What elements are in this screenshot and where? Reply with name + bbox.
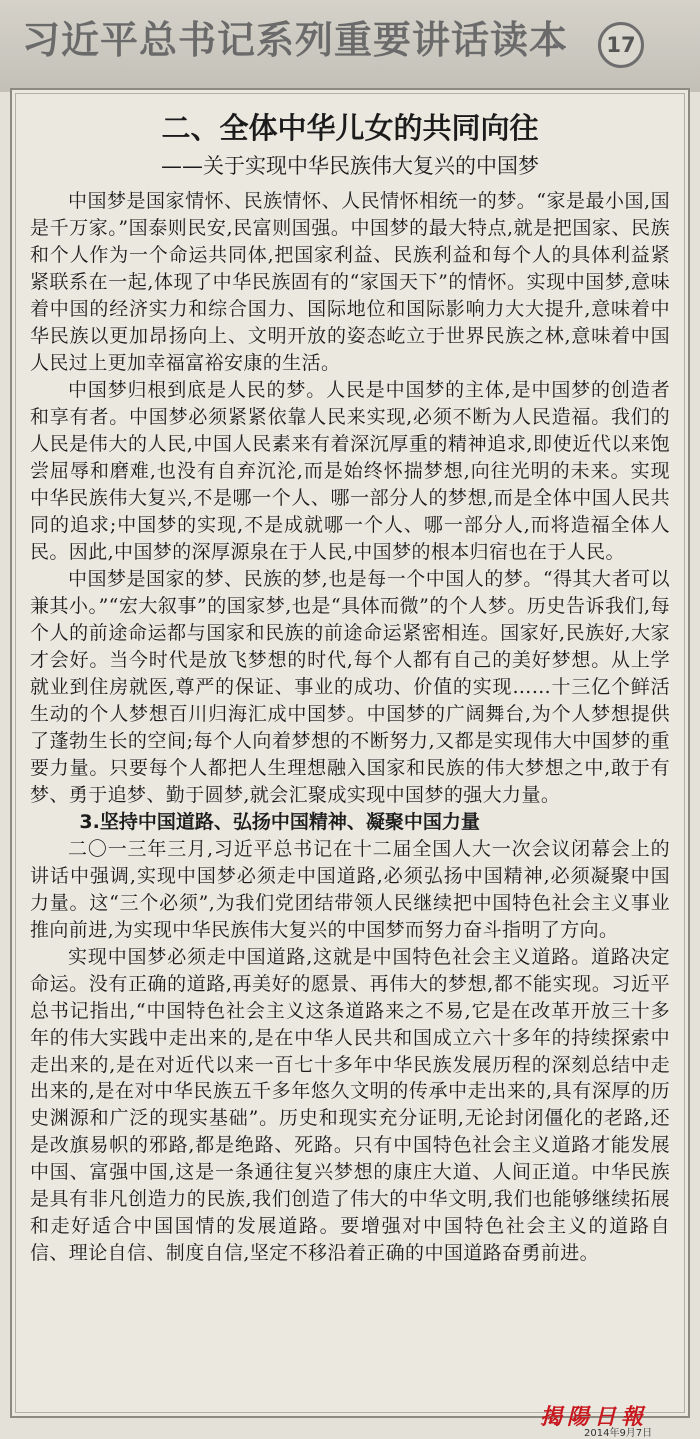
issue-number-badge: 17 <box>598 22 644 68</box>
article-body <box>30 188 670 1267</box>
article-subtitle: ——关于实现中华民族伟大复兴的中国梦 <box>161 154 539 178</box>
publication-date: 2014年9月7日 <box>584 1428 653 1439</box>
article-title: 二、全体中华儿女的共同向往 <box>161 111 539 145</box>
series-title: 习近平总书记系列重要讲话读本 <box>22 17 569 62</box>
paragraph-4: 二〇一三年三月,习近平总书记在十二届全国人大一次会议闭幕会上的讲话中强调,实现中国梦必须走中国道路,必须弘扬中国精神,必须凝聚中国力量。这“三个必须”,为我们党团结带领人民继续把中国特色社会主义事业推向前进,为实现中华民族伟大复兴的中国梦而努力奋斗指明了方向。 <box>30 837 670 941</box>
paragraph-3: 中国梦是国家的梦、民族的梦,也是每一个中国人的梦。“得其大者可以兼其小。”“宏大叙事”的国家梦,也是“具体而微”的个人梦。历史告诉我们,每个人的前途命运都与国家和民族的前途命运紧密相连。国家好,民族好,大家才会好。当今时代是放飞梦想的时代,每个人都有自己的美好梦想。从上学就业到住房就医,尊严的保证、事业的成功、价值的实现……十三亿个鲜活生动的个人梦想百川归海汇成中国梦。中国梦的广阔舞台,为个人梦想提供了蓬勃生长的空间;每个人向着梦想的不断努力,又都是实现伟大中国梦的重要力量。只要每个人都把人生理想融入国家和民族的伟大梦想之中,敢于有梦、勇于追梦、勤于圆梦,就会汇聚成实现中国梦的强大力量。 <box>30 567 670 806</box>
series-banner <box>0 0 700 92</box>
paragraph-1: 中国梦是国家情怀、民族情怀、人民情怀相统一的梦。“家是最小国,国是千万家。”国泰则民安,民富则国强。中国梦的最大特点,就是把国家、民族和个人作为一个命运共同体,把国家利益、民族利益和每个人的具体利益紧紧联系在一起,体现了中华民族固有的“家国天下”的情怀。实现中国梦,意味着中国的经济实力和综合国力、国际地位和国际影响力大大提升,意味着中华民族以更加昂扬向上、文明开放的姿态屹立于世界民族之林,意味着中国人民过上更加幸福富裕安康的生活。 <box>30 190 670 374</box>
newspaper-masthead: 揭陽日報 <box>540 1404 649 1430</box>
paragraph-5: 实现中国梦必须走中国道路,这就是中国特色社会主义道路。道路决定命运。没有正确的道路,再美好的愿景、再伟大的梦想,都不能实现。习近平总书记指出,“中国特色社会主义这条道路来之不易,它是在改革开放三十多年的伟大实践中走出来的,是在中华人民共和国成立六十多年的持续探索中走出来的,是在对近代以来一百七十多年中华民族发展历程的深刻总结中走出来的,是在对中华民族五千多年悠久文明的传承中走出来的,具有深厚的历史渊源和广泛的现实基础”。历史和现实充分证明,无论封闭僵化的老路,还是改旗易帜的邪路,都是绝路、死路。只有中国特色社会主义道路才能发展中国、富强中国,这是一条通往复兴梦想的康庄大道、人间正道。中华民族是具有非凡创造力的民族,我们创造了伟大的中华文明,我们也能够继续拓展和走好适合中国国情的发展道路。要增强对中国特色社会主义的道路自信、理论自信、制度自信,坚定不移沿着正确的中国道路奋勇前进。 <box>30 945 670 1265</box>
paragraph-2: 中国梦归根到底是人民的梦。人民是中国梦的主体,是中国梦的创造者和享有者。中国梦必须紧紧依靠人民来实现,必须不断为人民造福。我们的人民是伟大的人民,中国人民素来有着深沉厚重的精神追求,即使近代以来饱尝屈辱和磨难,也没有自弃沉沦,而是始终怀揣梦想,向往光明的未来。实现中华民族伟大复兴,不是哪一个人、哪一部分人的梦想,而是全体中国人民共同的追求;中国梦的实现,不是成就哪一个人、哪一部分人,而将造福全体人民。因此,中国梦的深厚源泉在于人民,中国梦的根本归宿也在于人民。 <box>30 378 670 563</box>
section-heading: 3.坚持中国道路、弘扬中国精神、凝聚中国力量 <box>79 810 480 833</box>
